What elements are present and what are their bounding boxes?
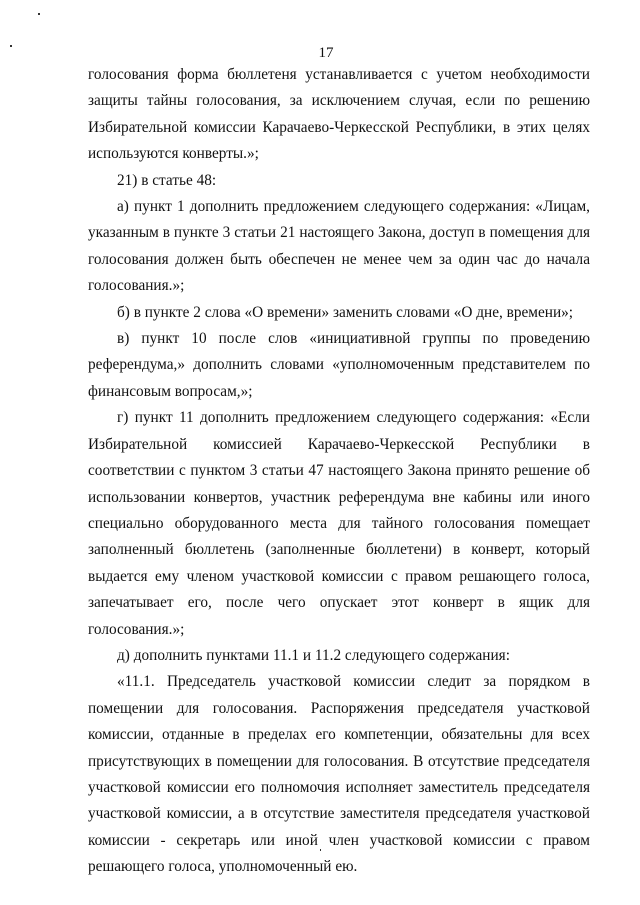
document-body: [88, 62, 590, 881]
page-number: 17: [318, 45, 334, 61]
paragraph: в) пункт 10 после слов «инициативной группы по проведению референдума,» дополнить словами «уполномоченным представителем по финансовым вопросам,»;: [88, 330, 590, 400]
paragraph: «11.1. Председатель участковой комиссии следит за порядком в помещении для голосования. Распоряжения председателя участковой комиссии, отданные в пределах его компетенции, обязательны для всех присутствующих в помещении для голосования. В отсутствие председателя участковой комиссии его полномочия исполняет заместитель председателя участковой комиссии, а в отсутствие заместителя председателя участковой комиссии - секретарь или иной член участковой комиссии с правом решающего голоса, уполномоченный ею.: [88, 673, 590, 876]
paragraph: 21) в статье 48:: [117, 171, 217, 189]
paragraph: голосования форма бюллетеня устанавливается с учетом необходимости защиты тайны голосования, за исключением случая, если по решению Избирательной комиссии Карачаево-Черкесской Республики, в этих целях используются конверты.»;: [88, 66, 590, 163]
paragraph: г) пункт 11 дополнить предложением следующего содержания: «Если Избирательной комиссией Карачаево-Черкесской Республики в соответствии с пунктом 3 статьи 47 настоящего Закона принято решение об использовании конвертов, участник референдума вне кабины или иного специально оборудованного места для тайного голосования помещает заполненный бюллетень (заполненные бюллетени) в конверт, который выдается ему членом участковой комиссии с правом решающего голоса, запечатывает его, после чего опускает этот конверт в ящик для голосования.»;: [88, 409, 590, 638]
paragraph: д) дополнить пунктами 11.1 и 11.2 следующего содержания:: [117, 646, 510, 664]
paragraph: б) в пункте 2 слова «О времени» заменить словами «О дне, времени»;: [117, 303, 574, 321]
scan-speck: [38, 13, 40, 15]
paragraph: а) пункт 1 дополнить предложением следующего содержания: «Лицам, указанным в пункте 3 статьи 21 настоящего Закона, доступ в помещения для голосования должен быть обеспечен не менее чем за один час до начала голосования.»;: [88, 198, 590, 295]
